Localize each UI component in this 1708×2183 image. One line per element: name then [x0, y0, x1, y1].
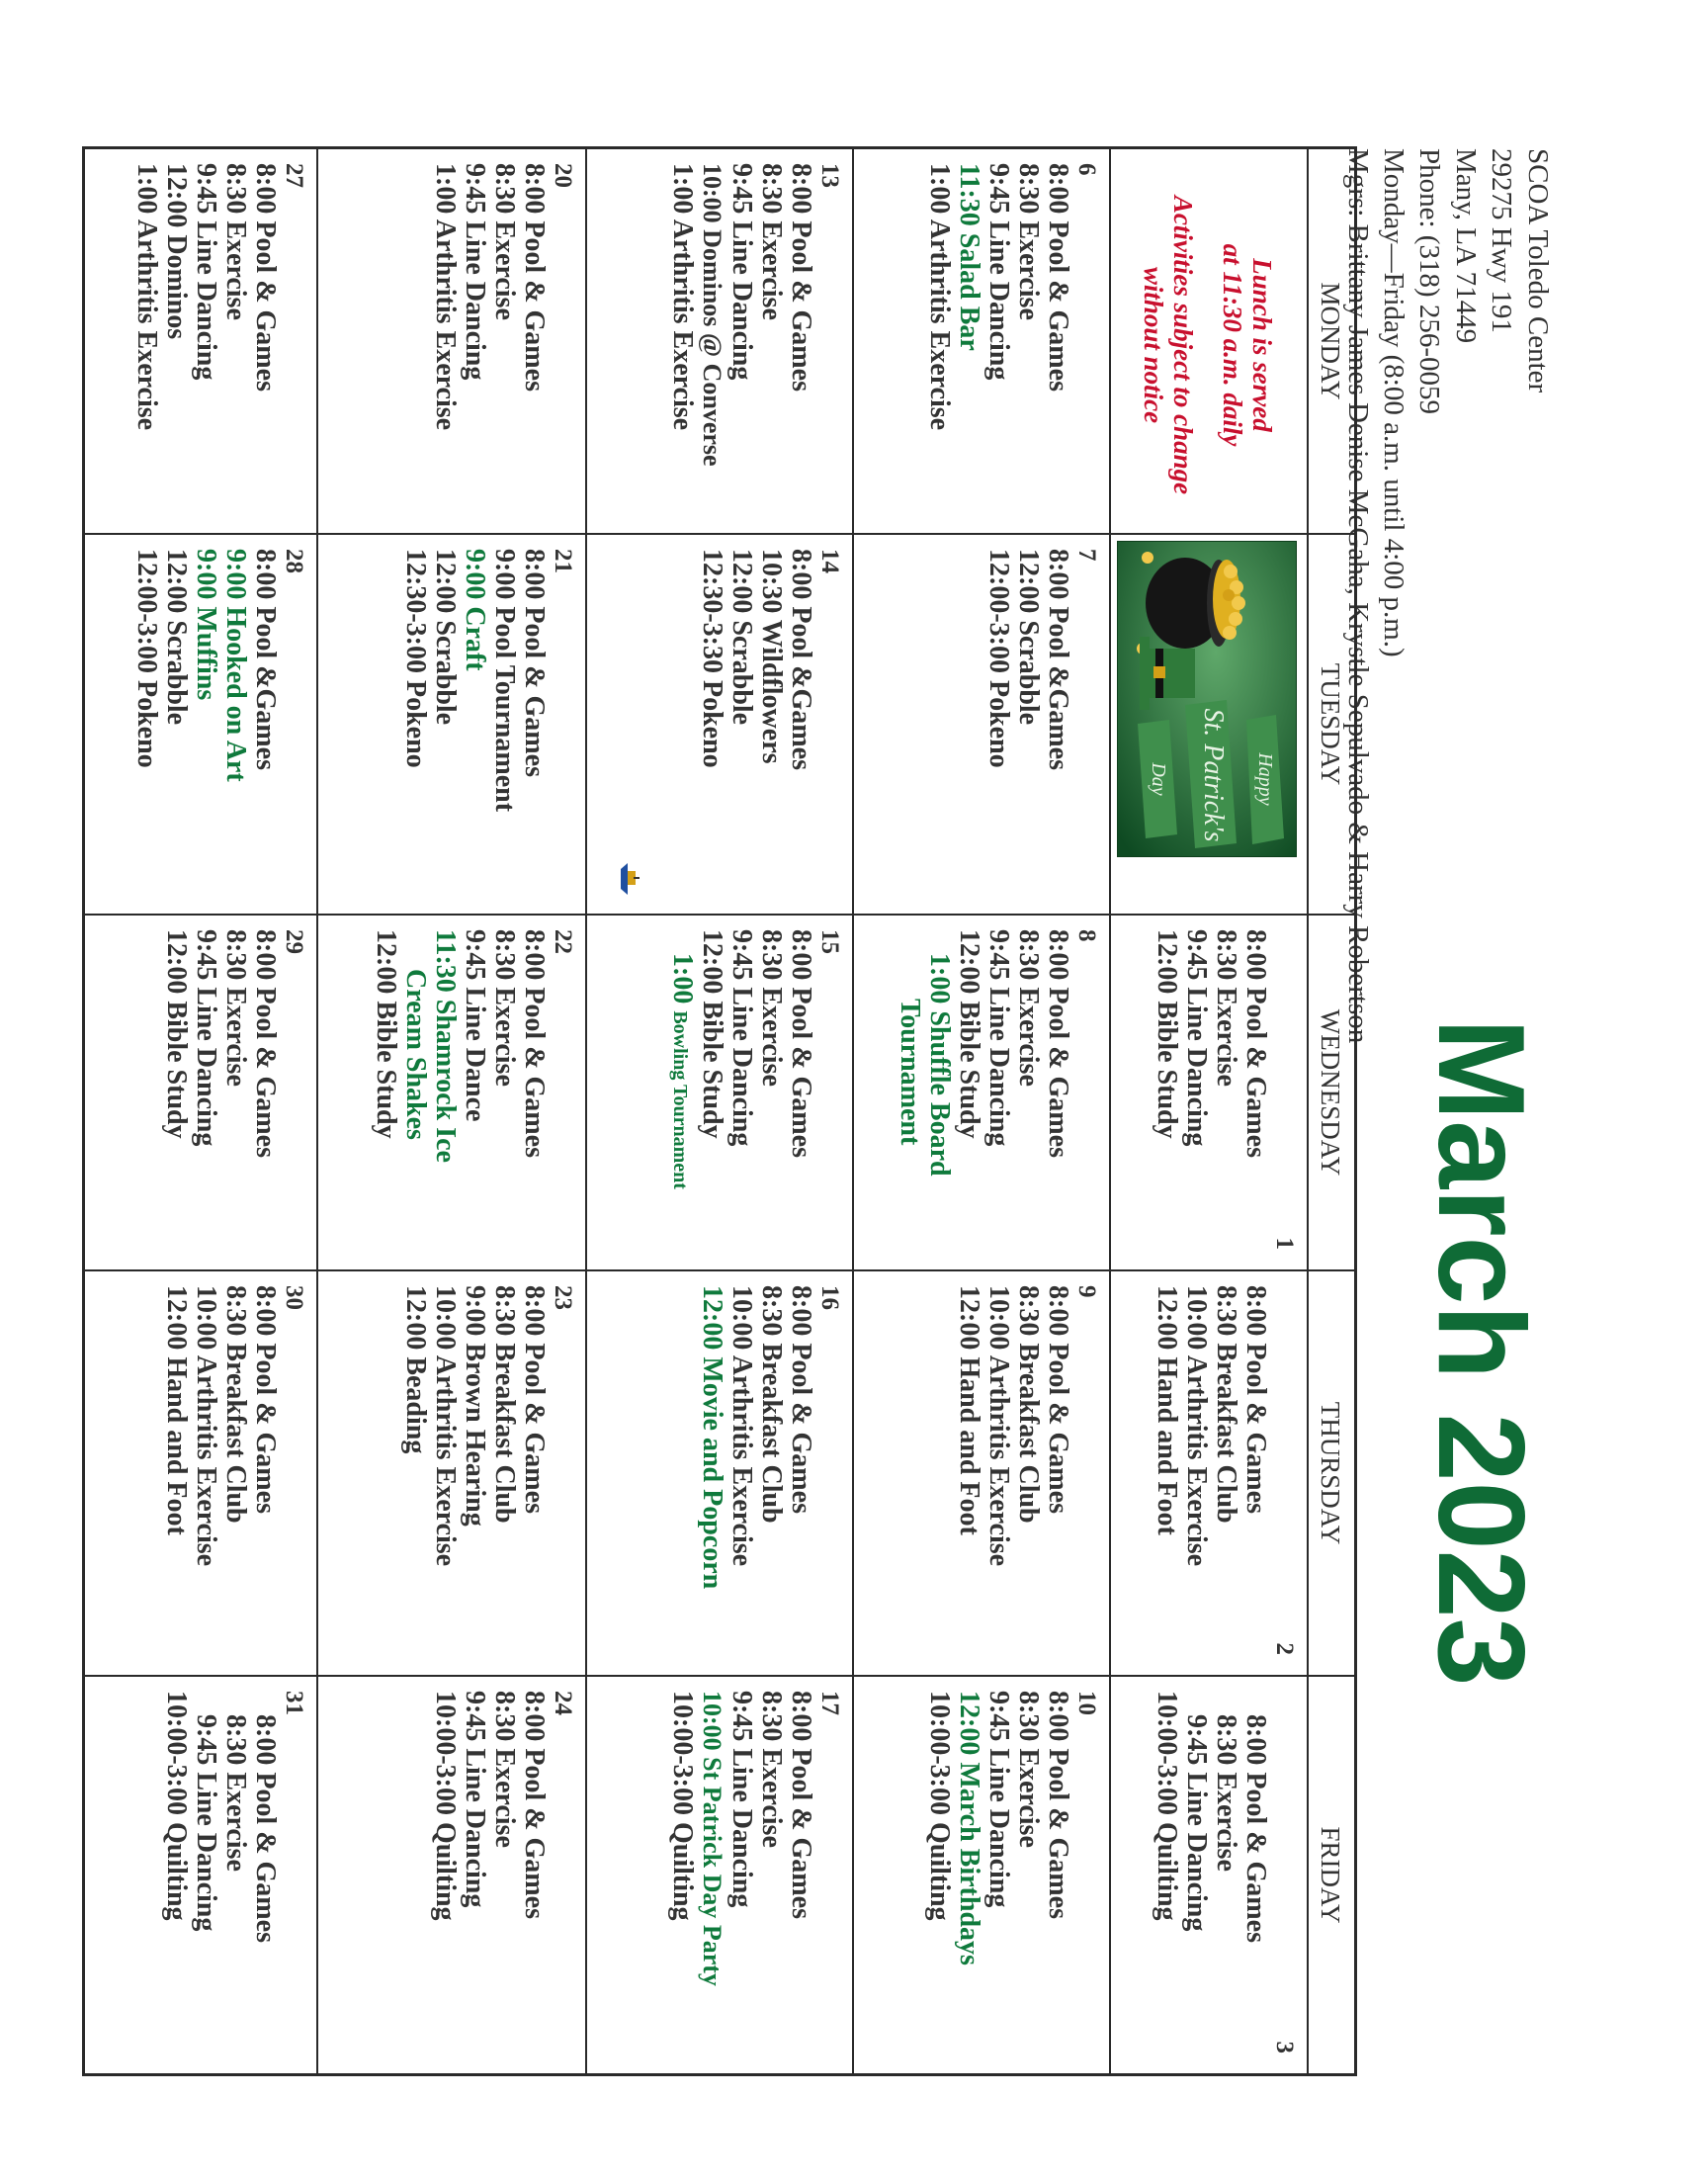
event: 9:45 Line Dance — [460, 929, 490, 1122]
cell-march-15 — [585, 916, 852, 1271]
event: 10:00 Arthritis Exercise — [430, 1285, 461, 1567]
day-header-thursday: THURSDAY — [1307, 1271, 1354, 1677]
date-number: 24 — [550, 1691, 576, 1715]
event: 10:00 Arthritis Exercise — [1181, 1285, 1212, 1567]
cell-march-29 — [85, 916, 316, 1271]
event: 8:30 Exercise — [756, 1691, 787, 1848]
date-number: 3 — [1271, 2041, 1298, 2053]
date-number: 10 — [1073, 1691, 1100, 1715]
date-number: 17 — [816, 1691, 843, 1715]
event: 9:00 Pool Tournament — [489, 549, 520, 813]
event: 1:00 Arthritis Exercise — [131, 163, 162, 431]
banner-text-st-patricks: St. Patrick's — [1198, 708, 1229, 842]
cell-march-24 — [316, 1677, 585, 2073]
event: 8:00 Pool & Games — [1043, 163, 1073, 392]
event: 12:00 Bible Study — [371, 929, 401, 1139]
event: 9:45 Line Dancing — [191, 1714, 221, 1932]
day-header-wednesday: WEDNESDAY — [1307, 916, 1354, 1271]
day-header-tuesday: TUESDAY — [1307, 535, 1354, 916]
event: 9:45 Line Dancing — [726, 929, 757, 1147]
cell-march-1 — [1109, 916, 1307, 1271]
event: 8:30 Exercise — [489, 163, 520, 320]
event: 8:00 Pool & Games — [250, 163, 281, 392]
event: 10:00-3:00 Quilting — [667, 1691, 698, 1921]
event: 9:45 Line Dancing — [460, 163, 490, 381]
cell-march-9 — [852, 1271, 1109, 1677]
date-number: 29 — [281, 929, 307, 954]
event: 8:30 Breakfast Club — [1013, 1285, 1044, 1524]
date-number: 28 — [281, 549, 307, 573]
event: 8:00 Pool & Games — [1043, 929, 1073, 1158]
date-number: 1 — [1271, 1237, 1298, 1250]
event: 1:00 Arthritis Exercise — [924, 163, 955, 431]
event: 8:30 Breakfast Club — [489, 1285, 520, 1524]
day-header-friday: FRIDAY — [1307, 1677, 1354, 2073]
date-number: 27 — [281, 163, 307, 188]
event: 9:45 Line Dancing — [460, 1691, 490, 1908]
cell-march-2 — [1109, 1271, 1307, 1677]
event: 10:30 Wildflowers — [756, 549, 787, 764]
event-highlight — [665, 929, 697, 1264]
cell-march-23 — [316, 1271, 585, 1677]
event: 8:30 Exercise — [489, 929, 520, 1087]
lunch-note-time: at 11:30 a.m. daily — [1218, 243, 1247, 447]
event-highlight: 12:00 March Birthdays — [954, 1691, 984, 1965]
event: 9:45 Line Dancing — [983, 163, 1014, 381]
event: 12:00 Scrabble — [430, 549, 461, 726]
date-number: 14 — [816, 549, 843, 573]
change-note: Activities subject to change — [1168, 195, 1198, 495]
date-number: 31 — [281, 1691, 307, 1715]
event: 8:30 Breakfast Club — [1211, 1285, 1241, 1524]
event: 9:45 Line Dancing — [191, 929, 221, 1147]
city-line: Many, LA 71449 — [1450, 148, 1482, 344]
date-number: 9 — [1073, 1285, 1100, 1298]
event: 8:00 Pool & Games — [519, 163, 550, 392]
event: 8:30 Exercise — [756, 163, 787, 320]
phone-line: Phone: (318) 256-0059 — [1413, 148, 1445, 415]
event: 8:30 Breakfast Club — [220, 1285, 251, 1524]
event: 8:00 Pool &Games — [1043, 549, 1073, 770]
bowling-time: 1:00 — [667, 953, 698, 1004]
event: 10:00 Arthritis Exercise — [726, 1285, 757, 1567]
event: 12:00 Scrabble — [161, 549, 192, 726]
cell-march-28 — [85, 535, 316, 916]
event: 1:00 Arthritis Exercise — [430, 163, 461, 431]
event-highlight: 9:00 Craft — [460, 549, 490, 671]
event: 8:00 Pool & Games — [1043, 1691, 1073, 1919]
date-number: 16 — [816, 1285, 843, 1310]
cell-march-7 — [852, 535, 1109, 916]
st-patricks-day-image — [1117, 541, 1297, 857]
org-name: SCOA Toledo Center — [1522, 148, 1554, 393]
boat-icon — [620, 861, 640, 897]
event: 10:00 Arthritis Exercise — [983, 1285, 1014, 1567]
date-number: 23 — [550, 1285, 576, 1310]
event-highlight: 12:00 Movie and Popcorn — [697, 1285, 727, 1590]
event-highlight: 1:00 Shuffle Board — [924, 953, 955, 1177]
event: 10:00 Dominos @ Converse — [698, 163, 726, 467]
event: 12:00 Bible Study — [954, 929, 984, 1139]
event: 9:45 Line Dancing — [1181, 1714, 1212, 1932]
event: 9:45 Line Dancing — [1181, 929, 1212, 1147]
event-highlight: 10:00 St Patrick Day Party — [698, 1691, 726, 1986]
event: 9:45 Line Dancing — [983, 1691, 1014, 1908]
event: 8:30 Exercise — [1013, 929, 1044, 1087]
cell-march-17 — [585, 1677, 852, 2073]
event: 9:00 Brown Hearing — [460, 1285, 490, 1527]
bowling-label: Bowling Tournament — [669, 1010, 691, 1189]
cell-march-14 — [585, 535, 852, 916]
calendar-grid — [82, 146, 1357, 2076]
event: 9:45 Line Dancing — [191, 163, 221, 381]
event: 8:30 Exercise — [1013, 163, 1044, 320]
cell-march-13 — [585, 149, 852, 535]
event: 12:00 Bible Study — [1152, 929, 1182, 1139]
date-number: 8 — [1073, 929, 1100, 942]
event: 10:00-3:00 Quilting — [924, 1691, 955, 1921]
date-number: 13 — [816, 163, 843, 188]
managers-line: Mgrs: Brittany James Denise McGaha, Krystle Sepulvado & Harry Robertson — [1342, 148, 1374, 1044]
event: 8:30 Exercise — [489, 1691, 520, 1848]
event: 12:00 Scrabble — [726, 549, 757, 726]
date-number: 2 — [1271, 1642, 1298, 1655]
event: 12:00-3:00 Pokeno — [983, 549, 1014, 768]
cell-march-30 — [85, 1271, 316, 1677]
event: 12:00 Dominos — [161, 163, 192, 340]
event: 12:00 Beading — [400, 1285, 431, 1454]
event: 9:45 Line Dancing — [726, 1691, 757, 1908]
event: 8:00 Pool & Games — [519, 549, 550, 777]
date-number: 22 — [550, 929, 576, 954]
cell-march-22 — [316, 916, 585, 1271]
cell-march-16 — [585, 1271, 852, 1677]
event-highlight: 9:00 Hooked on Art — [220, 549, 251, 782]
banner-text-day: Day — [1148, 762, 1169, 796]
event: 8:30 Exercise — [1211, 929, 1241, 1087]
event: 8:30 Exercise — [220, 1714, 251, 1872]
date-number: 30 — [281, 1285, 307, 1310]
event: 12:30-3:30 Pokeno — [697, 549, 727, 768]
event: 12:00 Bible Study — [161, 929, 192, 1139]
cell-march-20 — [316, 149, 585, 535]
cell-week1-monday — [1109, 149, 1307, 535]
event: 9:45 Line Dancing — [983, 929, 1014, 1147]
day-header-monday: MONDAY — [1307, 149, 1354, 535]
event: 8:00 Pool & Games — [519, 1691, 550, 1919]
cell-week1-tuesday — [1109, 535, 1307, 916]
cell-march-3 — [1109, 1677, 1307, 2073]
event-highlight: 9:00 Muffins — [191, 549, 221, 701]
event: 12:00 Bible Study — [697, 929, 727, 1139]
event: 8:30 Exercise — [756, 929, 787, 1087]
event: 8:00 Pool & Games — [1240, 1285, 1271, 1514]
event: 8:30 Exercise — [220, 929, 251, 1087]
event: 8:30 Exercise — [1211, 1714, 1241, 1872]
leprechaun-hat-icon — [1144, 649, 1195, 698]
hours-line: Monday—Friday (8:00 a.m. until 4:00 p.m.) — [1378, 148, 1409, 657]
event: 8:00 Pool &Games — [250, 549, 281, 770]
date-number: 20 — [550, 163, 576, 188]
event: 8:00 Pool & Games — [1240, 929, 1271, 1158]
page-title: March 2023 — [1412, 1018, 1549, 1687]
banner-text-happy: Happy — [1254, 752, 1276, 806]
event: 8:00 Pool & Games — [786, 1285, 816, 1514]
event: 8:30 Breakfast Club — [756, 1285, 787, 1524]
event: 12:00 Scrabble — [1013, 549, 1044, 726]
event: 8:30 Exercise — [220, 163, 251, 320]
cell-march-31 — [85, 1677, 316, 2073]
cell-march-10 — [852, 1677, 1109, 2073]
cell-march-8 — [852, 916, 1109, 1271]
cell-march-27 — [85, 149, 316, 535]
event-highlight: Cream Shakes — [400, 969, 431, 1140]
event: 10:00-3:00 Quilting — [1152, 1691, 1182, 1921]
event: 8:00 Pool & Games — [786, 929, 816, 1158]
address-line: 29275 Hwy 191 — [1486, 148, 1517, 333]
event: 8:00 Pool & Games — [250, 1285, 281, 1514]
st-patricks-illustration — [1118, 542, 1296, 856]
event: 1:00 Arthritis Exercise — [667, 163, 698, 431]
cell-march-6 — [852, 149, 1109, 535]
cell-march-21 — [316, 535, 585, 916]
event: 10:00-3:00 Quilting — [430, 1691, 461, 1921]
event: 8:00 Pool & Games — [250, 1714, 281, 1943]
event: 8:00 Pool & Games — [1240, 1714, 1271, 1943]
date-number: 21 — [550, 549, 576, 573]
event: 8:00 Pool & Games — [250, 929, 281, 1158]
event: 8:00 Pool & Games — [1043, 1285, 1073, 1514]
change-note-2: without notice — [1139, 266, 1168, 424]
event-highlight: 11:30 Shamrock Ice — [430, 929, 461, 1163]
event: 10:00 Arthritis Exercise — [191, 1285, 221, 1567]
event: 12:00-3:00 Pokeno — [131, 549, 162, 768]
event: 10:00-3:00 Quilting — [161, 1691, 192, 1921]
lunch-note: Lunch is served — [1247, 258, 1277, 432]
event: 9:45 Line Dancing — [726, 163, 757, 381]
date-number: 7 — [1073, 549, 1100, 562]
date-number: 15 — [816, 929, 843, 954]
event: 8:30 Exercise — [1013, 1691, 1044, 1848]
event: 8:00 Pool & Games — [786, 1691, 816, 1919]
event: 12:00 Hand and Foot — [1152, 1285, 1182, 1535]
event: 12:00 Hand and Foot — [954, 1285, 984, 1535]
event: 8:00 Pool & Games — [786, 163, 816, 392]
event-highlight: 11:30 Salad Bar — [954, 163, 984, 351]
event: 8:00 Pool & Games — [519, 929, 550, 1158]
event-highlight: Tournament — [895, 999, 925, 1146]
event: 8:00 Pool & Games — [519, 1285, 550, 1514]
event: 8:00 Pool &Games — [786, 549, 816, 770]
date-number: 6 — [1073, 163, 1100, 176]
event: 12:00 Hand and Foot — [161, 1285, 192, 1535]
event: 12:30-3:00 Pokeno — [400, 549, 431, 768]
